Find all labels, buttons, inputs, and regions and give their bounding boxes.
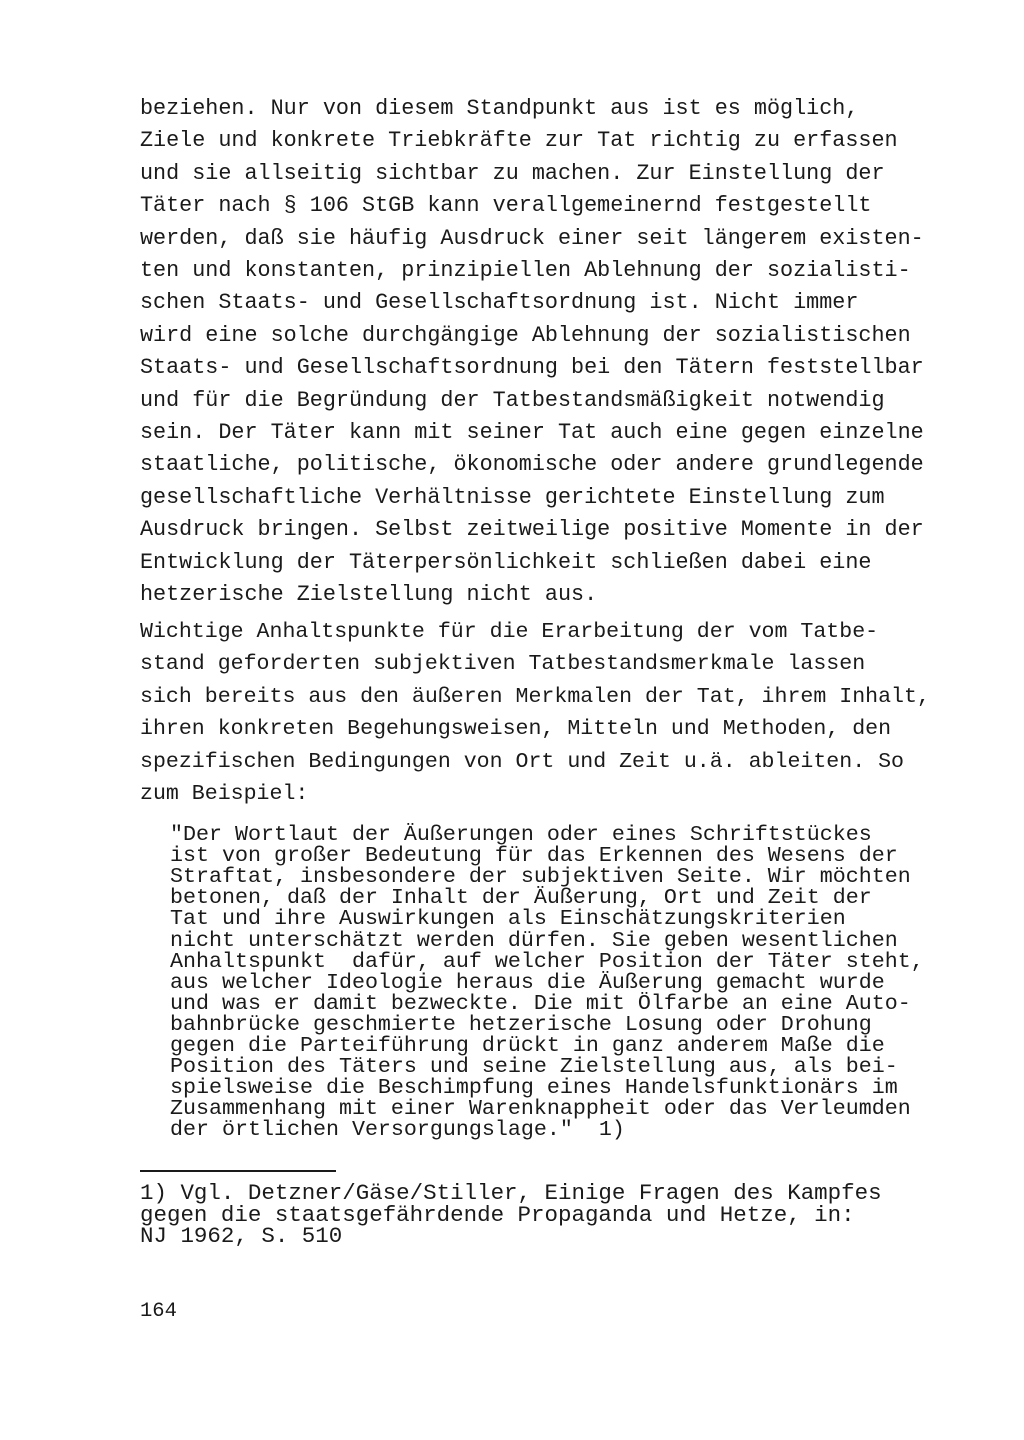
text-line: werden, daß sie häufig Ausdruck einer seit längerem existen- [140,225,924,251]
text-line: stand geforderten subjektiven Tatbestandsmerkmale lassen [140,652,866,677]
text-line: Position des Täters und seine Zielstellung aus, als bei- [170,1054,898,1080]
text-line: und sie allseitig sichtbar zu machen. Zur Einstellung der [140,160,885,186]
text-line: Staats- und Gesellschaftsordnung bei den Tätern feststellbar [140,355,924,381]
text-line: sich bereits aus den äußeren Merkmalen der Tat, ihrem Inhalt, [140,684,930,709]
text-line: beziehen. Nur von diesem Standpunkt aus ist es möglich, [140,96,859,121]
text-line: spezifischen Bedingungen von Ort und Zeit u.ä. ableiten. So [140,749,904,774]
text-line: ist von großer Bedeutung für das Erkennen des Wesens der [170,843,898,869]
text-line: Anhaltspunkt dafür, auf welcher Position der Täter steht, [170,948,924,974]
text-line: "Der Wortlaut der Äußerungen oder eines Schriftstückes [170,822,872,847]
text-line: betonen, daß der Inhalt der Äußerung, Ort und Zeit der [170,885,872,911]
text-line: wird eine solche durchgängige Ablehnung der sozialistischen [140,322,911,348]
text-line: staatliche, politische, ökonomische oder andere grundlegende [140,452,924,478]
text-line: spielsweise die Beschimpfung eines Handelsfunktionärs im [170,1075,898,1101]
text-line: Ausdruck bringen. Selbst zeitweilige positive Momente in der [140,517,924,543]
text-line: der örtlichen Versorgungslage." 1) [170,1117,625,1143]
text-line: sein. Der Täter kann mit seiner Tat auch eine gegen einzelne [140,420,924,445]
text-line: bahnbrücke geschmierte hetzerische Losung oder Drohung [170,1011,872,1037]
text-line: und was er damit bezweckte. Die mit Ölfarbe an eine Auto- [170,990,911,1016]
footnote-rule [140,1170,336,1172]
text-line: und für die Begründung der Tatbestandsmäßigkeit notwendig [140,387,885,413]
text-line: gesellschaftliche Verhältnisse gerichtete Einstellung zum [140,484,885,510]
text-line: hetzerische Zielstellung nicht aus. [140,582,598,607]
text-line: NJ 1962, S. 510 [140,1223,343,1249]
text-line: gegen die Parteiführung drückt in ganz anderem Maße die [170,1033,885,1058]
text-line: Zusammenhang mit einer Warenknappheit oder das Verleumden [170,1096,911,1122]
text-line: ten und konstanten, prinzipiellen Ablehnung der sozialisti- [140,258,911,283]
text-line: 1) Vgl. Detzner/Gäse/Stiller, Einige Fragen des Kampfes [140,1180,882,1206]
text-line: nicht unterschätzt werden dürfen. Sie geben wesentlichen [170,927,898,953]
text-line: schen Staats- und Gesellschaftsordnung ist. Nicht immer [140,290,859,316]
text-line: Tat und ihre Auswirkungen als Einschätzungskriterien [170,906,846,932]
text-line: Entwicklung der Täterpersönlichkeit schließen dabei eine [140,549,872,575]
text-line: Wichtige Anhaltspunkte für die Erarbeitung der vom Tatbe- [140,620,879,644]
text-line: gegen die staatsgefährdende Propaganda und Hetze, in: [140,1201,855,1228]
text-line: aus welcher Ideologie heraus die Äußerung gemacht wurde [170,969,885,995]
text-line: zum Beispiel: [140,782,309,806]
text-line: ihren konkreten Begehungsweisen, Mitteln und Methoden, den [140,717,892,742]
text-line: Täter nach § 106 StGB kann verallgemeinernd festgestellt [140,193,872,219]
text-line: Straftat, insbesondere der subjektiven Seite. Wir möchten [170,864,911,890]
text-line: Ziele und konkrete Triebkräfte zur Tat richtig zu erfassen [140,128,898,154]
page-number: 164 [140,1300,177,1323]
